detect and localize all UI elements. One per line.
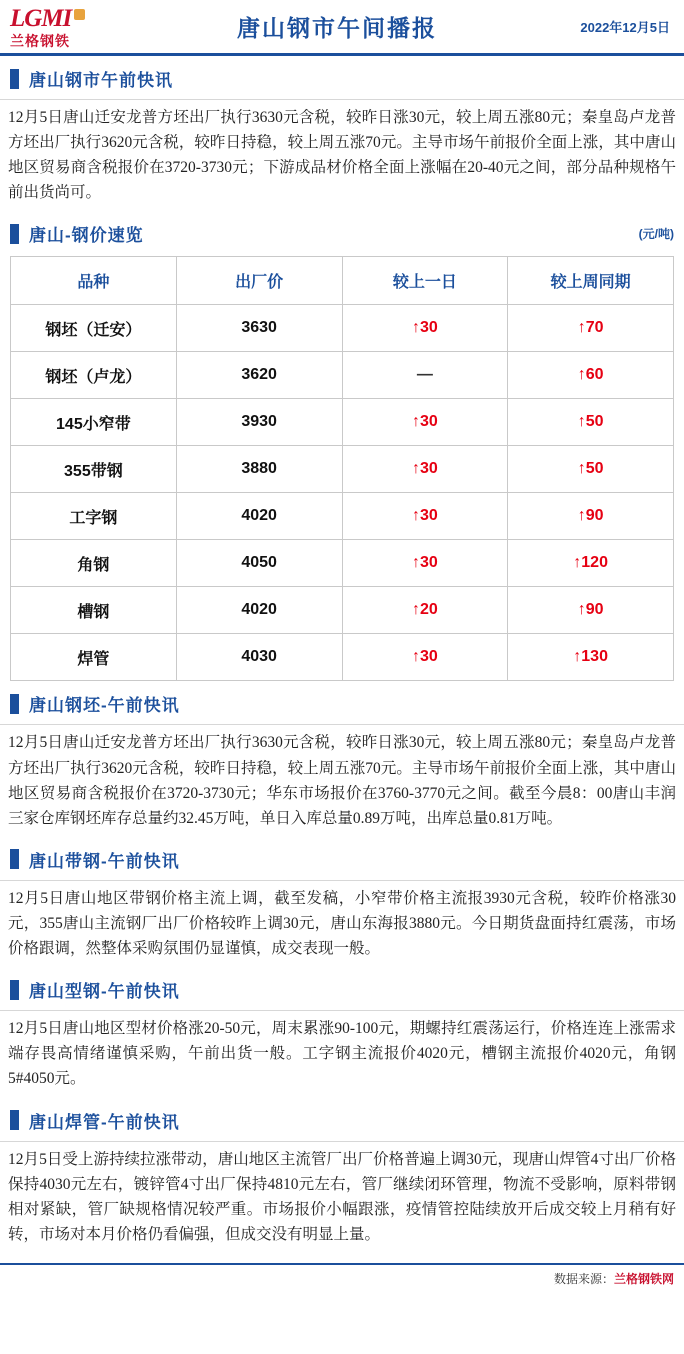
table-row <box>11 352 674 399</box>
cell-variety: 焊管 <box>11 634 177 681</box>
cell-variety: 钢坯（卢龙） <box>11 352 177 399</box>
section-title-billet-flash: 唐山钢坯-午前快讯 <box>29 696 180 716</box>
section-accent-bar <box>10 694 19 714</box>
table-header-row <box>11 257 674 305</box>
section-body-welded-pipe-flash: 12月5日受上游持续拉涨带动，唐山地区主流管厂出厂价格普遍上调30元，现唐山焊管4寸出厂价格保持4030元左右，镀锌管4寸出厂保持4810元左右，管厂继续闭环管理，物流不受影响，原料带钢相对紧缺，管厂缺规格情况较严重。市场报价小幅跟涨，疫情管控陆续放开后成交较上月稍有好转，市场对本月价格仍看偏强，但成交没有明显上量。 <box>0 1141 684 1253</box>
cell-price: 3880 <box>176 446 342 493</box>
section-accent-bar <box>10 1110 19 1130</box>
section-accent-bar <box>10 224 19 244</box>
cell-week-change: ↑70 <box>508 305 674 352</box>
cell-price: 3630 <box>176 305 342 352</box>
cell-price: 3930 <box>176 399 342 446</box>
table-row <box>11 634 674 681</box>
logo-mark-text: LGMI <box>10 6 85 31</box>
section-title-strip-flash: 唐山带钢-午前快讯 <box>29 851 180 871</box>
column-header-day-change: 较上一日 <box>342 257 508 305</box>
report-date: 2022年12月5日 <box>580 20 670 35</box>
cell-day-change: ↑30 <box>342 634 508 681</box>
section-body-morning-flash: 12月5日唐山迁安龙普方坯出厂执行3630元含税，较昨日涨30元，较上周五涨80元；秦皇岛卢龙普方坯出厂执行3620元含税，较昨日持稳，较上周五涨70元。主导市场午前报价全面上涨，其中唐山地区贸易商含税报价在3720-3730元；下游成品材价格全面上涨幅在20-40元之间，部分品种规格午前出货尚可。 <box>0 99 684 211</box>
cell-day-change: ↑30 <box>342 305 508 352</box>
section-header-welded-pipe-flash <box>0 1098 684 1141</box>
page-title: 唐山钢市午间播报 <box>237 15 437 41</box>
cell-price: 4020 <box>176 493 342 540</box>
section-title-price-overview: 唐山-钢价速览 <box>29 226 144 246</box>
cell-variety: 角钢 <box>11 540 177 587</box>
section-header-price-overview <box>0 211 684 254</box>
table-row <box>11 493 674 540</box>
cell-week-change: ↑50 <box>508 446 674 493</box>
section-accent-bar <box>10 849 19 869</box>
column-header-ex-works-price: 出厂价 <box>176 257 342 305</box>
footer-source-label: 数据来源： <box>553 1272 614 1287</box>
cell-variety: 145小窄带 <box>11 399 177 446</box>
table-row <box>11 305 674 352</box>
column-header-week-change: 较上周同期 <box>508 257 674 305</box>
section-header-strip-flash <box>0 837 684 880</box>
table-row <box>11 587 674 634</box>
cell-day-change: ↑30 <box>342 493 508 540</box>
cell-week-change: ↑50 <box>508 399 674 446</box>
cell-variety: 槽钢 <box>11 587 177 634</box>
section-header-billet-flash <box>0 681 684 724</box>
cell-day-change: ↑20 <box>342 587 508 634</box>
cell-week-change: ↑120 <box>508 540 674 587</box>
logo-sub-text: 兰格钢铁 <box>10 32 70 49</box>
price-unit-label: (元/吨) <box>638 227 674 242</box>
page-header <box>0 0 684 56</box>
section-header-morning-flash <box>0 56 684 99</box>
section-header-section-steel-flash <box>0 967 684 1010</box>
cell-variety: 钢坯（迁安） <box>11 305 177 352</box>
column-header-variety: 品种 <box>11 257 177 305</box>
section-title-section-steel-flash: 唐山型钢-午前快讯 <box>29 982 180 1002</box>
section-body-billet-flash: 12月5日唐山迁安龙普方坯出厂执行3630元含税，较昨日涨30元，较上周五涨80元；秦皇岛卢龙普方坯出厂执行3620元含税，较昨日持稳，较上周五涨70元。主导市场午前报价全面上涨，其中唐山地区贸易商含税报价在3720-3730元；华东市场报价在3760-3770元之间。截至今晨8：00唐山丰润三家仓库钢坯库存总量约32.45万吨，单日入库总量0.89万吨，出库总量0.81万吨。 <box>0 724 684 836</box>
cell-week-change: ↑90 <box>508 587 674 634</box>
table-row <box>11 540 674 587</box>
cell-day-change: — <box>342 352 508 399</box>
cell-day-change: ↑30 <box>342 446 508 493</box>
table-row <box>11 446 674 493</box>
section-accent-bar <box>10 980 19 1000</box>
cell-day-change: ↑30 <box>342 540 508 587</box>
cell-day-change: ↑30 <box>342 399 508 446</box>
bottom-spacer <box>0 1253 684 1257</box>
table-row <box>11 399 674 446</box>
cell-week-change: ↑60 <box>508 352 674 399</box>
cell-price: 4030 <box>176 634 342 681</box>
cell-variety: 工字钢 <box>11 493 177 540</box>
cell-price: 4050 <box>176 540 342 587</box>
page-footer <box>0 1263 684 1293</box>
brand-logo <box>10 6 120 48</box>
cell-price: 3620 <box>176 352 342 399</box>
price-table <box>10 256 674 681</box>
section-body-section-steel-flash: 12月5日唐山地区型材价格涨20-50元，周末累涨90-100元，期螺持红震荡运行，价格连连上涨需求端存畏高情绪谨慎采购，午前出货一般。工字钢主流报价4020元，槽钢主流报价4020元，角钢5#4050元。 <box>0 1010 684 1097</box>
section-body-strip-flash: 12月5日唐山地区带钢价格主流上调，截至发稿，小窄带价格主流报3930元含税，较昨价格涨30元，355唐山主流钢厂出厂价格较昨上调30元，唐山东海报3880元。今日期货盘面持红震荡，市场价格跟调，然整体采购氛围仍显谨慎，成交表现一般。 <box>0 880 684 967</box>
cell-variety: 355带钢 <box>11 446 177 493</box>
cell-price: 4020 <box>176 587 342 634</box>
cell-week-change: ↑90 <box>508 493 674 540</box>
cell-week-change: ↑130 <box>508 634 674 681</box>
section-title-welded-pipe-flash: 唐山焊管-午前快讯 <box>29 1112 180 1132</box>
footer-source-name: 兰格钢铁网 <box>613 1272 674 1287</box>
section-title-morning-flash: 唐山钢市午前快讯 <box>29 71 173 90</box>
section-accent-bar <box>10 69 19 89</box>
